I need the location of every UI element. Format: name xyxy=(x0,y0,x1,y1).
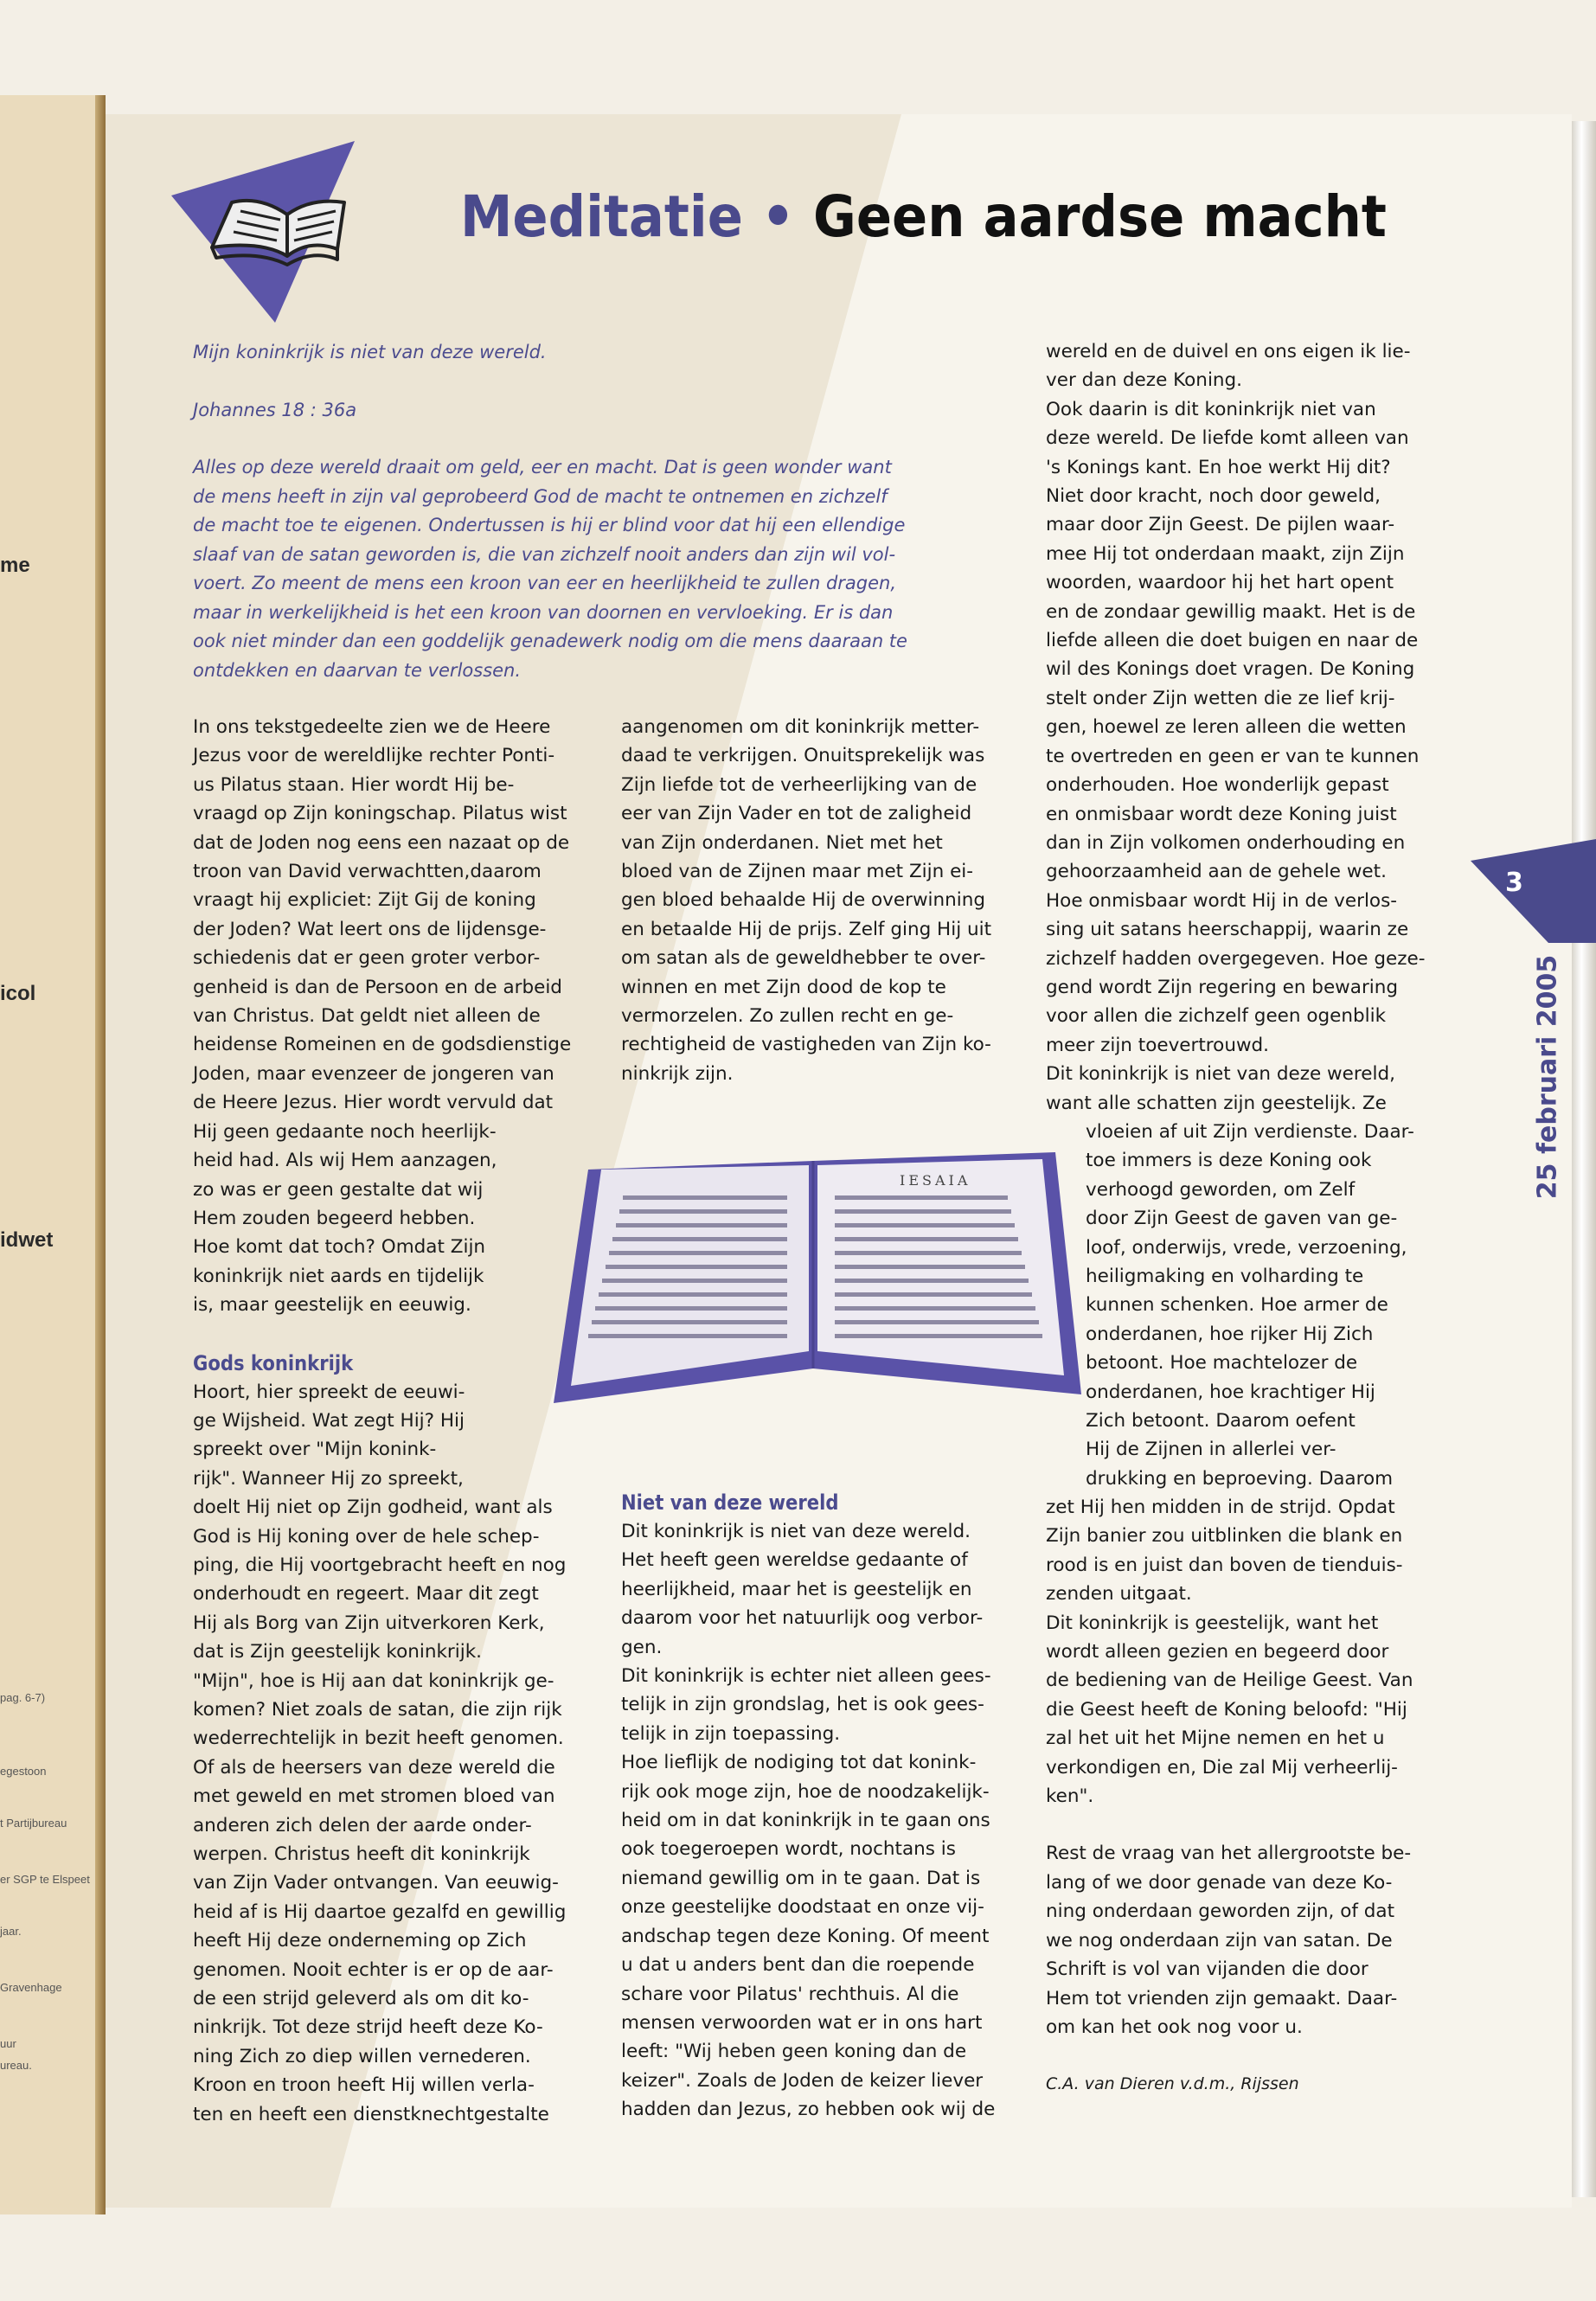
text-line: we nog onderdaan zijn van satan. De xyxy=(1046,1929,1393,1952)
text-line: vloeien af uit Zijn verdienste. Daar- xyxy=(1086,1121,1414,1143)
text-line: Niet door kracht, noch door geweld, xyxy=(1046,485,1381,508)
column-2-paragraph-b xyxy=(621,1517,1036,2125)
text-line: ten en heeft een dienstknechtgestalte xyxy=(193,2103,549,2125)
page-spine-right xyxy=(1572,121,1596,2197)
column-3-paragraph-a xyxy=(1046,337,1452,1118)
page-number-tab xyxy=(1471,839,1596,943)
text-line: heiligmaking en volharding te xyxy=(1086,1266,1364,1288)
text-line: gend wordt Zijn regering en bewaring xyxy=(1046,976,1399,998)
text-line: vraagd op Zijn koningschap. Pilatus wist xyxy=(193,803,567,825)
column-3-paragraph-b xyxy=(1046,1493,1452,1811)
title-separator: • xyxy=(761,183,795,250)
text-line: anderen zich delen der aarde onder- xyxy=(193,1814,532,1836)
text-line: ontdekken en daarvan te verlossen. xyxy=(193,659,522,681)
previous-page-fragment: pag. 6-7) xyxy=(0,1691,46,1704)
text-line: is, maar geestelijk en eeuwig. xyxy=(193,1294,471,1317)
text-line: verkondigen en, Die zal Mij verheerlij- xyxy=(1046,1756,1398,1779)
text-line: de Heere Jezus. Hier wordt vervuld dat xyxy=(193,1092,554,1114)
text-line: Schrift is vol van vijanden die door xyxy=(1046,1958,1368,1981)
text-line: heid had. Als wij Hem aanzagen, xyxy=(193,1150,497,1172)
column-1-paragraph-b xyxy=(193,1378,608,2130)
text-line: Hoe onmisbaar wordt Hij in de verlos- xyxy=(1046,889,1398,912)
text-line: Kroon en troon heeft Hij willen verla- xyxy=(193,2074,535,2097)
text-line: God is Hij koning over de hele schep- xyxy=(193,1525,540,1548)
intro-paragraph xyxy=(193,453,1023,685)
text-line: dat de Joden nog eens een nazaat op de xyxy=(193,831,570,854)
text-line: Zijn liefde tot de verheerlijking van de xyxy=(621,773,977,796)
article-title: Geen aardse macht xyxy=(813,183,1387,250)
text-line: Hem tot vrienden zijn gemaakt. Daar- xyxy=(1046,1987,1398,2009)
text-line: heid om in dat koninkrijk in te gaan ons xyxy=(621,1810,990,1832)
text-line: voor allen die zichzelf geen ogenblik xyxy=(1046,1005,1387,1028)
page-number: 3 xyxy=(1505,868,1523,898)
text-line: doelt Hij niet op Zijn godheid, want als xyxy=(193,1497,553,1519)
text-line: van Zijn onderdanen. Niet met het xyxy=(621,831,943,854)
text-line: van Zijn Vader ontvangen. Van eeuwig- xyxy=(193,1872,559,1894)
text-line: toe immers is deze Koning ook xyxy=(1086,1150,1372,1172)
text-line: Hoe komt dat toch? Omdat Zijn xyxy=(193,1236,486,1259)
text-line: ninkrijk zijn. xyxy=(621,1062,734,1085)
text-line: u dat u anders bent dan die roepende xyxy=(621,1954,975,1977)
text-line: koninkrijk niet aards en tijdelijk xyxy=(193,1265,484,1287)
text-line: wordt alleen gezien en begeerd door xyxy=(1046,1641,1389,1663)
previous-page-fragment: me xyxy=(0,554,30,577)
scripture-verse: Mijn koninkrijk is niet van deze wereld. xyxy=(193,342,547,362)
text-line: ninkrijk. Tot deze strijd heeft deze Ko- xyxy=(193,2016,543,2039)
text-line: rood is en juist dan boven de tienduis- xyxy=(1046,1554,1403,1576)
text-line: ken". xyxy=(1046,1785,1094,1808)
column-3-lower xyxy=(1046,1493,1452,2099)
text-line: Dit koninkrijk is niet van deze wereld. xyxy=(621,1521,971,1542)
text-line: zenden uitgaat. xyxy=(1046,1583,1192,1606)
text-line: onze geestelijke doodstaat en onze vij- xyxy=(621,1896,984,1919)
text-line: dat is Zijn geestelijk koninkrijk. xyxy=(193,1641,482,1663)
page-fold xyxy=(95,95,106,2214)
page-title xyxy=(460,183,1387,250)
text-line: Hem zouden begeerd hebben. xyxy=(193,1207,476,1229)
text-line: Zich betoont. Daarom oefent xyxy=(1086,1410,1356,1433)
text-line: de een strijd geleverd als om dit ko- xyxy=(193,1988,529,2010)
text-line: Zijn banier zou uitblinken die blank en xyxy=(1046,1525,1403,1548)
text-line: Dit koninkrijk is geestelijk, want het xyxy=(1046,1612,1379,1634)
text-line: eer van Zijn Vader en tot de zaligheid xyxy=(621,803,972,825)
text-line: heidense Romeinen en de godsdienstige xyxy=(193,1034,572,1056)
text-line: onderdanen, hoe rijker Hij Zich xyxy=(1086,1323,1374,1345)
text-line: Hoort, hier spreekt de eeuwi- xyxy=(193,1381,465,1403)
text-line: schare voor Pilatus' rechthuis. Al die xyxy=(621,1983,959,2005)
text-line: deze wereld. De liefde komt alleen van xyxy=(1046,427,1409,450)
text-line: leeft: "Wij heben geen koning dan de xyxy=(621,2041,967,2063)
column-3-paragraph-c xyxy=(1046,1839,1452,2041)
text-line: heid af is Hij daartoe gezalfd en gewillig xyxy=(193,1900,567,1923)
text-line: aangenomen om dit koninkrijk metter- xyxy=(621,716,980,738)
text-line: komen? Niet zoals de satan, die zijn rijk xyxy=(193,1699,562,1721)
text-line: woorden, waardoor hij het hart opent xyxy=(1046,572,1394,594)
column-2-paragraph-a xyxy=(621,713,1036,1088)
text-line: liefde alleen die doet buigen en naar de xyxy=(1046,630,1419,652)
text-line: ge Wijsheid. Wat zegt Hij? Hij xyxy=(193,1409,465,1432)
text-line: Dit koninkrijk is echter niet alleen gees- xyxy=(621,1665,991,1688)
text-line: stelt onder Zijn wetten die ze lief krij- xyxy=(1046,687,1395,709)
subheading-gods-koninkrijk: Gods koninkrijk xyxy=(193,1350,354,1375)
text-line: zet Hij hen midden in de strijd. Opdat xyxy=(1046,1497,1395,1518)
text-line: Hij geen gedaante noch heerlijk- xyxy=(193,1120,497,1143)
text-line: Of als de heersers van deze wereld die xyxy=(193,1756,555,1779)
text-line: betoont. Hoe machtelozer de xyxy=(1086,1352,1358,1375)
text-line: de macht toe te eigenen. Ondertussen is hij er blind voor dat hij een ellendige xyxy=(193,515,906,535)
text-line: Hij de Zijnen in allerlei ver- xyxy=(1086,1439,1336,1461)
text-line: Jezus voor de wereldlijke rechter Ponti- xyxy=(193,745,555,767)
text-line: lang of we door genade van deze Ko- xyxy=(1046,1871,1393,1894)
text-line: vraagt hij expliciet: Zijt Gij de koning xyxy=(193,889,536,912)
text-line: telijk in zijn grondslag, het is ook gees- xyxy=(621,1694,984,1716)
text-line: onderdanen, hoe krachtiger Hij xyxy=(1086,1381,1375,1403)
text-line: ping, die Hij voortgebracht heeft en nog xyxy=(193,1554,567,1576)
meditation-book-icon xyxy=(171,137,396,323)
text-line: zo was er geen gestalte dat wij xyxy=(193,1178,484,1201)
previous-page-fragment: jaar. xyxy=(0,1925,22,1938)
previous-page-fragment: icol xyxy=(0,982,36,1005)
text-line: meer zijn toevertrouwd. xyxy=(1046,1034,1270,1056)
text-line: genheid is dan de Persoon en de arbeid xyxy=(193,976,562,998)
column-2 xyxy=(621,713,1036,1088)
text-line: ning Zich zo diep willen vernederen. xyxy=(193,2045,531,2067)
text-line: spreekt over "Mijn konink- xyxy=(193,1439,437,1461)
previous-page-edge xyxy=(0,95,106,2214)
text-line: gehoorzaamheid aan de gehele wet. xyxy=(1046,861,1387,883)
text-line: ver dan deze Koning. xyxy=(1046,369,1243,392)
text-line: Rest de vraag van het allergrootste be- xyxy=(1046,1843,1412,1865)
previous-page-fragment: uur xyxy=(0,2037,16,2050)
text-line: "Mijn", hoe is Hij aan dat koninkrijk ge- xyxy=(193,1670,554,1692)
text-line: 's Konings kant. En hoe werkt Hij dit? xyxy=(1046,456,1391,478)
previous-page-fragment: Gravenhage xyxy=(0,1981,62,1994)
column-1 xyxy=(193,713,608,2129)
text-line: ook niet minder dan een goddelijk genadewerk nodig om die mens daaraan te xyxy=(193,631,907,651)
text-line: de bediening van de Heilige Geest. Van xyxy=(1046,1670,1413,1692)
text-line: kunnen schenken. Hoe armer de xyxy=(1086,1294,1388,1317)
text-line: andschap tegen deze Koning. Of meent xyxy=(621,1925,990,1947)
text-line: rechtigheid de vastigheden van Zijn ko- xyxy=(621,1034,991,1056)
text-line: Hoe lieflijk de nodiging tot dat konink- xyxy=(621,1752,977,1774)
text-line: niemand gewillig om in te gaan. Dat is xyxy=(621,1867,981,1889)
intro-block xyxy=(193,338,1023,685)
text-line: en onmisbaar wordt deze Koning juist xyxy=(1046,803,1397,825)
text-line: mensen verwoorden wat er in ons hart xyxy=(621,2011,983,2034)
text-line: die Geest heeft de Koning beloofd: "Hij xyxy=(1046,1698,1407,1721)
text-line: dan in Zijn volkomen onderhouding en xyxy=(1046,831,1406,854)
text-line: te overtreden en geen er van te kunnen xyxy=(1046,745,1420,767)
text-line: om kan het ook nog voor u. xyxy=(1046,2016,1303,2038)
text-line: de mens heeft in zijn val geprobeerd God de macht te ontnemen en zichzelf xyxy=(193,485,888,507)
column-1-paragraph-a xyxy=(193,713,608,1320)
subheading-niet-van-deze-wereld: Niet van deze wereld xyxy=(621,1490,839,1515)
previous-page-fragment: t Partijbureau xyxy=(0,1817,67,1830)
text-line: vermorzelen. Zo zullen recht en ge- xyxy=(621,1005,954,1028)
text-line: Hij als Borg van Zijn uitverkoren Kerk, xyxy=(193,1612,545,1634)
text-line: drukking en beproeving. Daarom xyxy=(1086,1467,1394,1490)
text-line: der Joden? Wat leert ons de lijdensge- xyxy=(193,918,547,940)
text-line: Joden, maar evenzeer de jongeren van xyxy=(193,1062,554,1085)
text-line: verhoogd geworden, om Zelf xyxy=(1086,1178,1356,1201)
text-line: heeft Hij deze onderneming op Zich xyxy=(193,1930,527,1952)
text-line: onderhouden. Hoe wonderlijk gepast xyxy=(1046,774,1389,797)
text-line: zichzelf hadden overgegeven. Hoe geze- xyxy=(1046,947,1426,970)
text-line: en betaalde Hij de prijs. Zelf ging Hij uit xyxy=(621,918,992,940)
text-line: bloed van de Zijnen maar met Zijn ei- xyxy=(621,861,974,883)
text-line: mee Hij tot onderdaan maakt, zijn Zijn xyxy=(1046,542,1405,565)
section-label: Meditatie xyxy=(460,183,743,250)
text-line: onderhoudt en regeert. Maar dit zegt xyxy=(193,1583,539,1606)
text-line: om satan als de geweldhebber te over- xyxy=(621,947,986,970)
text-line: keizer". Zoals de Joden de keizer liever xyxy=(621,2069,984,2092)
text-line: voert. Zo meent de mens een kroon van eer en heerlijkheid te zullen dragen, xyxy=(193,573,897,593)
text-line: maar door Zijn Geest. De pijlen waar- xyxy=(1046,514,1395,536)
text-line: sing uit satans heerschappij, waarin ze xyxy=(1046,919,1409,941)
text-line: gen. xyxy=(621,1636,663,1658)
text-line: In ons tekstgedeelte zien we de Heere xyxy=(193,716,551,738)
text-line: wereld en de duivel en ons eigen ik lie- xyxy=(1046,341,1411,362)
issue-date xyxy=(1526,954,1569,1200)
column-2-lower xyxy=(621,1488,1036,2125)
text-line: winnen en met Zijn dood de kop te xyxy=(621,976,946,998)
text-line: daarom voor het natuurlijk oog verbor- xyxy=(621,1607,984,1630)
text-line: loof, onderwijs, vrede, verzoening, xyxy=(1086,1236,1407,1259)
column-3-indented xyxy=(1086,1118,1466,1493)
text-line: want alle schatten zijn geestelijk. Ze xyxy=(1046,1092,1387,1114)
text-line: werpen. Christus heeft dit koninkrijk xyxy=(193,1843,530,1866)
text-line: telijk in zijn toepassing. xyxy=(621,1722,841,1745)
issue-date-text: 25 februari 2005 xyxy=(1532,954,1563,1200)
text-line: met geweld en met stromen bloed van xyxy=(193,1785,555,1808)
text-line: wil des Konings doet vragen. De Koning xyxy=(1046,658,1415,681)
text-line: us Pilatus staan. Hier wordt Hij be- xyxy=(193,773,515,796)
text-line: wederrechtelijk in bezit heeft genomen. xyxy=(193,1727,564,1750)
text-line: gen, hoewel ze leren alleen die wetten xyxy=(1046,716,1407,739)
scripture-reference: Johannes 18 : 36a xyxy=(193,399,357,420)
text-line: daad te verkrijgen. Onuitsprekelijk was xyxy=(621,745,985,767)
column-3-indented-paragraph xyxy=(1086,1118,1466,1493)
text-line: rijk". Wanneer Hij zo spreekt, xyxy=(193,1467,464,1490)
previous-page-fragment: idwet xyxy=(0,1228,54,1252)
text-line: Alles op deze wereld draait om geld, eer en macht. Dat is geen wonder want xyxy=(193,457,892,478)
previous-page-fragment: er SGP te Elspeet xyxy=(0,1873,90,1886)
text-line: ning onderdaan geworden zijn, of dat xyxy=(1046,1900,1395,1923)
column-3 xyxy=(1046,337,1452,1118)
text-line: en de zondaar gewillig maakt. Het is de xyxy=(1046,600,1416,623)
text-line: Ook daarin is dit koninkrijk niet van xyxy=(1046,398,1376,420)
previous-page-fragment: egestoon xyxy=(0,1765,47,1778)
text-line: ook toegeroepen wordt, nochtans is xyxy=(621,1838,956,1861)
text-line: slaaf van de satan geworden is, die van zichzelf nooit anders dan zijn wil vol- xyxy=(193,543,896,565)
text-line: genomen. Nooit echter is er op de aar- xyxy=(193,1958,554,1981)
text-line: maar in werkelijkheid is het een kroon van doornen en vervloeking. Er is dan xyxy=(193,601,894,623)
previous-page-fragment: ureau. xyxy=(0,2059,32,2072)
text-line: gen bloed behaalde Hij de overwinning xyxy=(621,889,986,912)
text-line: Dit koninkrijk is niet van deze wereld, xyxy=(1046,1063,1395,1086)
text-line: van Christus. Dat geldt niet alleen de xyxy=(193,1005,541,1028)
text-line: heerlijkheid, maar het is geestelijk en xyxy=(621,1578,972,1600)
text-line: rijk ook moge zijn, hoe de noodzakelijk- xyxy=(621,1780,990,1803)
text-line: schiedenis dat er geen groter verbor- xyxy=(193,947,541,970)
text-line: door Zijn Geest de gaven van ge- xyxy=(1086,1208,1398,1230)
open-bible-illustration xyxy=(554,1135,1081,1420)
text-line: hadden dan Jezus, zo hebben ook wij de xyxy=(621,2099,996,2121)
text-line: troon van David verwachtten,daarom xyxy=(193,861,542,883)
text-line: zal het uit het Mijne nemen en het u xyxy=(1046,1727,1385,1750)
author-signature: C.A. van Dieren v.d.m., Rijssen xyxy=(1046,2074,1299,2094)
bible-caption: IESAIA xyxy=(900,1172,971,1189)
text-line: Het heeft geen wereldse gedaante of xyxy=(621,1549,968,1572)
